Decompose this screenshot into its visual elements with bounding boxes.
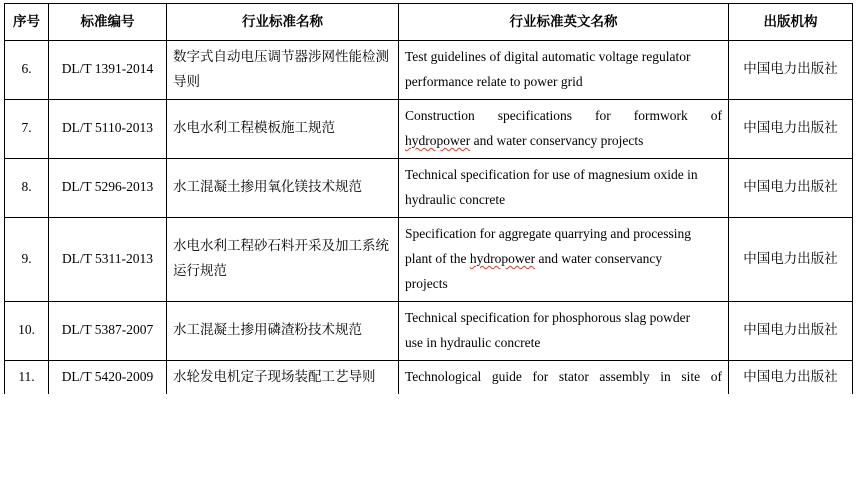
name-en-line-2-part-a: plant of the	[405, 250, 470, 266]
name-en-line-1: Test guidelines of digital automatic voltage regulator	[405, 49, 691, 64]
column-header-name-cn: 行业标准名称	[167, 4, 399, 41]
cell-no: 9.	[5, 217, 49, 301]
cell-code: DL/T 5110-2013	[49, 99, 167, 158]
name-en-line-1: Construction specifications for formwork of	[405, 107, 722, 123]
cell-name-en	[399, 99, 729, 158]
table-row	[5, 301, 853, 360]
cell-no: 6.	[5, 41, 49, 100]
name-en-misspelled-word: hydropower	[405, 132, 471, 148]
name-en-line-2: and water conservancy projects	[470, 132, 644, 148]
cell-no: 7.	[5, 99, 49, 158]
cell-publisher: 中国电力出版社	[729, 301, 853, 360]
name-en-line-2: use in hydraulic concrete	[405, 334, 541, 350]
cell-name-en	[399, 360, 729, 393]
cell-name-cn: 水轮发电机定子现场装配工艺导则	[167, 360, 399, 393]
table-body	[5, 41, 853, 394]
column-header-name-en: 行业标准英文名称	[399, 4, 729, 41]
column-header-publisher: 出版机构	[729, 4, 853, 41]
cell-code: DL/T 5420-2009	[49, 360, 167, 393]
table-row	[5, 360, 853, 393]
table-header-row	[5, 4, 853, 41]
cell-name-en	[399, 217, 729, 301]
cell-publisher: 中国电力出版社	[729, 99, 853, 158]
cell-name-cn: 水工混凝土掺用磷渣粉技术规范	[167, 301, 399, 360]
cell-name-cn: 水电水利工程模板施工规范	[167, 99, 399, 158]
cell-name-cn: 数字式自动电压调节器涉网性能检测导则	[167, 41, 399, 100]
column-header-code: 标准编号	[49, 4, 167, 41]
name-en-line-2: hydraulic concrete	[405, 191, 506, 207]
cell-name-en	[399, 158, 729, 217]
table-row	[5, 41, 853, 100]
cell-code: DL/T 5296-2013	[49, 158, 167, 217]
cell-publisher: 中国电力出版社	[729, 217, 853, 301]
name-en-line-2: performance relate to power grid	[405, 73, 583, 89]
cell-no: 8.	[5, 158, 49, 217]
name-en-line-3: projects	[405, 275, 448, 291]
name-en-line-1: Technological guide for stator assembly in site of	[405, 368, 722, 384]
column-header-no: 序号	[5, 4, 49, 41]
name-en-line-1: Technical specification for use of magnesium oxide in	[405, 166, 698, 182]
cell-name-cn: 水工混凝土掺用氧化镁技术规范	[167, 158, 399, 217]
cell-publisher: 中国电力出版社	[729, 360, 853, 393]
cell-code: DL/T 5311-2013	[49, 217, 167, 301]
table-row	[5, 99, 853, 158]
cell-name-cn: 水电水利工程砂石料开采及加工系统运行规范	[167, 217, 399, 301]
name-en-misspelled-word: hydropower	[469, 250, 536, 266]
table-row	[5, 217, 853, 301]
cell-no: 11.	[5, 360, 49, 393]
cell-publisher: 中国电力出版社	[729, 158, 853, 217]
table-row	[5, 158, 853, 217]
name-en-line-1: Specification for aggregate quarrying and processing	[405, 225, 692, 241]
cell-no: 10.	[5, 301, 49, 360]
cell-publisher: 中国电力出版社	[729, 41, 853, 100]
cell-code: DL/T 5387-2007	[49, 301, 167, 360]
name-en-line-2-part-b: and water conservancy	[535, 250, 663, 266]
cell-name-en	[399, 41, 729, 100]
table-header	[5, 4, 853, 41]
standards-table	[4, 3, 853, 394]
document-page	[0, 3, 858, 499]
cell-name-en	[399, 301, 729, 360]
name-en-line-1: Technical specification for phosphorous slag powder	[405, 309, 691, 325]
cell-code: DL/T 1391-2014	[49, 41, 167, 100]
